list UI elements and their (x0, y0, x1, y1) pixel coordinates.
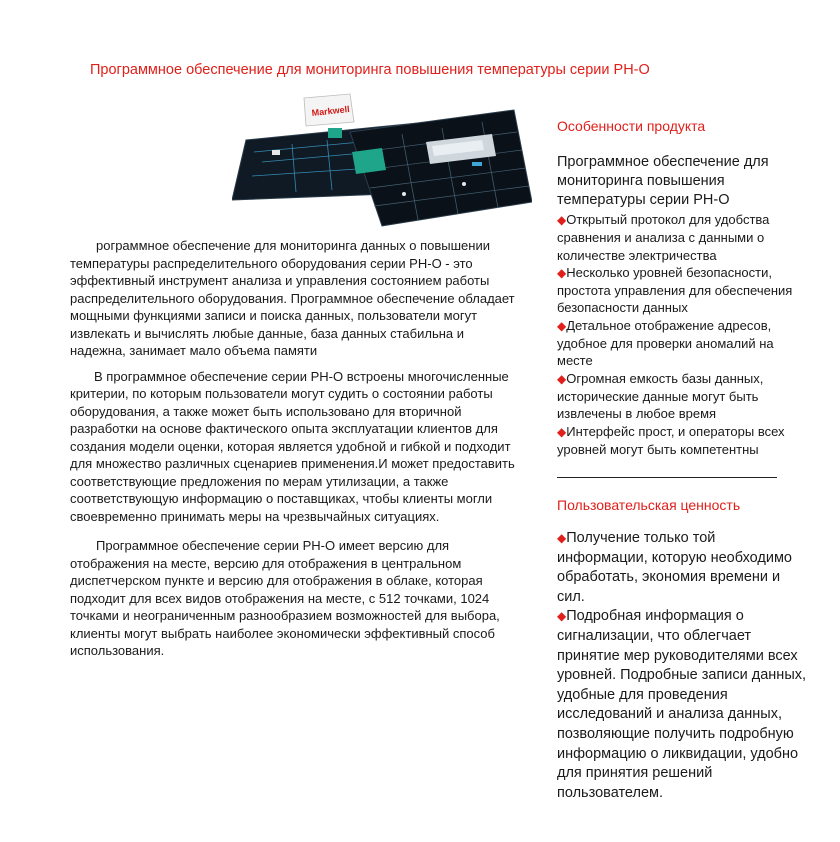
features-intro: Программное обеспечение для мониторинга повышения температуры серии PH-O (557, 154, 769, 208)
list-item: ◆Огромная емкость базы данных, исторические данные могут быть извлечены в любое время (557, 370, 764, 422)
description-paragraph-3: Программное обеспечение серии PH-O имеет версию для отображения на месте, версию для отображения в центральном диспетчерском пункте и версию для отображения в облаке, которая подходит для всех видов отображения на месте, с 512 точками, 1024 точками и неограниченным разнообразием возможностей для выбора, клиенты могут выбрать наиболее экономически эффективный способ использования. (70, 538, 500, 658)
description-column (70, 237, 518, 668)
list-item: ◆Получение только той информации, которую необходимо обработать, экономия времени и сил. (557, 530, 792, 605)
markwell-logo: Markwell (311, 104, 351, 118)
description-paragraph-2: В программное обеспечение серии PH-O встроены многочисленные критерии, по которым пользователи могут судить о состоянии работы оборудования, а также может быть использовано для вторичной разработки на основе фактического опыта эксплуатации клиентов для создания модели оценки, которая является удобной и гибкой и подходит для множество различных сценариев применения.И может предоставить соответствующие предложения по мерам утилизации, а также соответствующую информацию о поставщиках, чтобы клиенты могли своевременно принимать меры на чрезвычайных ситуациях. (70, 368, 515, 524)
diamond-bullet-icon: ◆ (557, 213, 567, 227)
list-item: ◆Несколько уровней безопасности, простота управления для обеспечения безопасности данных (557, 264, 793, 316)
diamond-bullet-icon: ◆ (557, 424, 567, 439)
features-list (557, 211, 805, 458)
diamond-bullet-icon: ◆ (557, 318, 567, 333)
features-heading: Особенности продукта (557, 118, 706, 134)
section-divider (557, 477, 777, 478)
values-list (557, 529, 807, 803)
description-paragraph-1: рограммное обеспечение для мониторинга данных о повышении температуры распределительного оборудования серии PH-O - это эффективный инструмент анализа и управления состоянием работы распределительного оборудования. Программное обеспечение обладает мощными функциями записи и поиска данных, пользователи могут извлекать и вычислять любые данные, база данных стабильна и надежна, занимает мало объема памяти (70, 238, 515, 358)
list-item: ◆Подробная информация о сигнализации, что облегчает принятие мер руководителями всех уровней. Подробные записи данных, удобные для проведения исследований и анализа данных, позволяющие получить подробную информацию о ликвидации, удобно для принятия решений пользователем. (557, 608, 807, 801)
diamond-bullet-icon: ◆ (557, 371, 567, 386)
hero-image (232, 92, 532, 232)
diamond-bullet-icon: ◆ (557, 265, 567, 280)
diamond-bullet-icon: ◆ (557, 531, 567, 545)
software-screens-illustration (232, 92, 532, 232)
diamond-bullet-icon: ◆ (557, 609, 567, 624)
list-item: ◆Интерфейс прост, и операторы всех уровней могут быть компетентны (557, 423, 785, 457)
list-item: ◆Детальное отображение адресов, удобное для проверки аномалий на месте (557, 317, 774, 369)
list-item: ◆Открытый протокол для удобства сравнения и анализа с данными о количестве электричества (557, 212, 770, 263)
value-heading: Пользовательская ценность (557, 497, 741, 513)
page-title: Программное обеспечение для мониторинга повышения температуры серии PH-O (90, 62, 650, 78)
